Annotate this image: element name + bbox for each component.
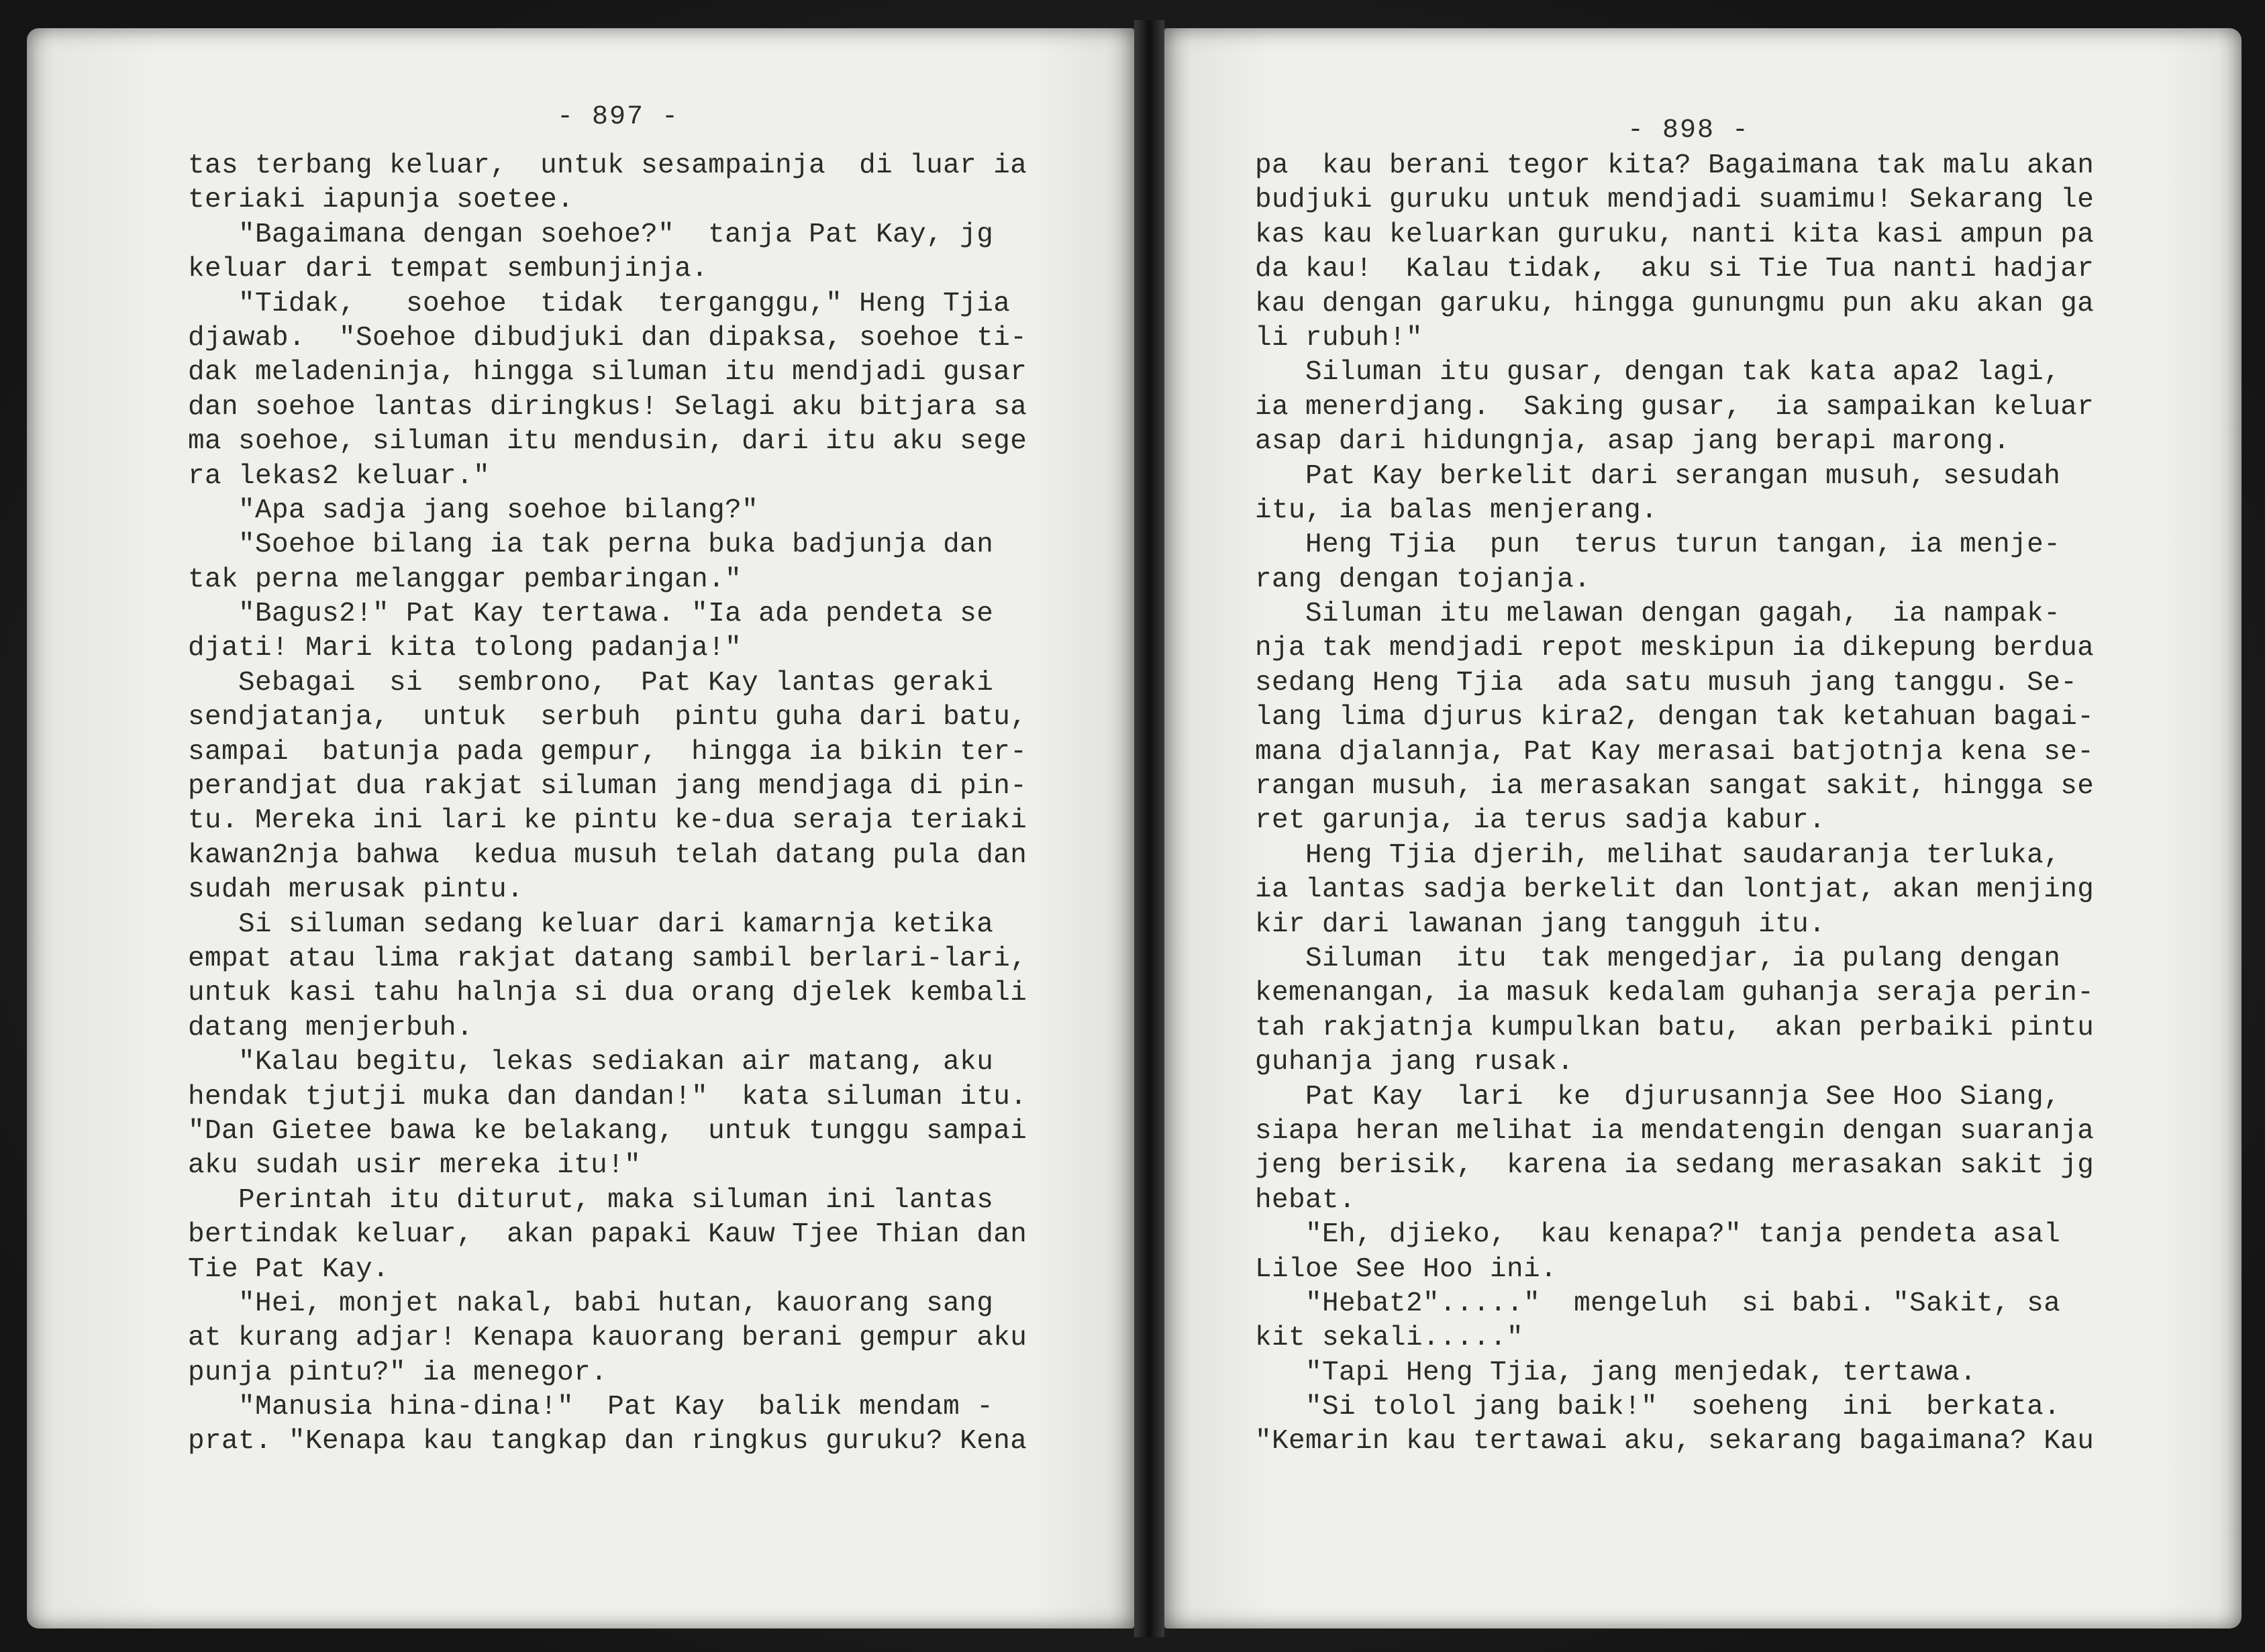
text-line: "Tapi Heng Tjia, jang menjedak, tertawa. [1255,1357,1977,1388]
text-line: "Tidak, soehoe tidak terganggu," Heng Tjia [188,288,1011,319]
text-line: ret garunja, ia terus sadja kabur. [1255,805,1826,837]
right-page-number: - 898 - [1627,115,1750,146]
book-gutter [1134,20,1164,1637]
text-line: tu. Mereka ini lari ke pintu ke-dua seraja teriaki [188,805,1027,837]
text-line: Si siluman sedang keluar dari kamarnja ketika [188,909,994,940]
text-line: itu, ia balas menjerang. [1255,495,1658,526]
right-page [1164,28,2242,1629]
text-line: Pat Kay berkelit dari serangan musuh, sesudah [1255,460,2061,492]
text-line: dak meladeninja, hingga siluman itu mendjadi gusar [188,357,1027,389]
text-line: Heng Tjia djerih, melihat saudaranja terluka, [1255,839,2061,871]
text-line: keluar dari tempat sembunjinja. [188,254,709,285]
text-line: asap dari hidungnja, asap jang berapi marong. [1255,426,2011,458]
text-line: "Kalau begitu, lekas sediakan air matang, aku [188,1047,994,1078]
text-line: guhanja jang rusak. [1255,1047,1574,1078]
text-line: jeng berisik, karena ia sedang merasakan sakit jg [1255,1150,2095,1182]
text-line: "Dan Gietee bawa ke belakang, untuk tunggu sampai [188,1115,1027,1147]
text-line: lang lima djurus kira2, dengan tak ketahuan bagai- [1255,702,2095,733]
text-line: kas kau keluarkan guruku, nanti kita kasi ampun pa [1255,219,2095,250]
text-line: tah rakjatnja kumpulkan batu, akan perbaiki pintu [1255,1012,2095,1043]
text-line: kau dengan garuku, hingga gunungmu pun aku akan ga [1255,288,2095,319]
text-line: empat atau lima rakjat datang sambil berlari-lari, [188,943,1027,974]
text-line: sudah merusak pintu. [188,874,524,906]
text-line: Perintah itu diturut, maka siluman ini lantas [188,1184,994,1216]
text-line: "Bagus2!" Pat Kay tertawa. "Ia ada pendeta se [188,599,994,630]
text-line: ma soehoe, siluman itu mendusin, dari itu aku sege [188,426,1027,458]
text-line: ia lantas sadja berkelit dan lontjat, akan menjing [1255,874,2095,906]
left-page-number: - 897 - [557,102,680,132]
text-line: perandjat dua rakjat siluman jang mendjaga di pin- [188,771,1027,803]
text-line: hebat. [1255,1184,1356,1216]
left-page-text [188,149,1027,1459]
text-line: Sebagai si sembrono, Pat Kay lantas geraki [188,667,994,699]
text-line: Siluman itu tak mengedjar, ia pulang dengan [1255,943,2061,974]
text-line: Tie Pat Kay. [188,1253,390,1285]
text-line: kemenangan, ia masuk kedalam guhanja seraja perin- [1255,978,2095,1009]
text-line: "Eh, djieko, kau kenapa?" tanja pendeta asal [1255,1219,2061,1251]
text-line: kir dari lawanan jang tangguh itu. [1255,909,1826,940]
text-line: tak perna melanggar pembaringan." [188,564,742,595]
text-line: tas terbang keluar, untuk sesampainja di luar ia [188,150,1027,181]
text-line: kawan2nja bahwa kedua musuh telah datang pula dan [188,839,1027,871]
text-line: "Soehoe bilang ia tak perna buka badjunja dan [188,529,994,561]
text-line: "Manusia hina-dina!" Pat Kay balik mendam - [188,1392,994,1423]
text-line: dan soehoe lantas diringkus! Selagi aku bitjara sa [188,391,1027,423]
text-line: teriaki iapunja soetee. [188,185,574,216]
text-line: Liloe See Hoo ini. [1255,1253,1558,1285]
text-line: pa kau berani tegor kita? Bagaimana tak malu akan [1255,150,2095,181]
text-line: siapa heran melihat ia mendatengin dengan suaranja [1255,1115,2095,1147]
text-line: Siluman itu gusar, dengan tak kata apa2 lagi, [1255,357,2061,389]
text-line: prat. "Kenapa kau tangkap dan ringkus guruku? Kena [188,1426,1027,1457]
text-line: at kurang adjar! Kenapa kauorang berani gempur aku [188,1323,1027,1354]
text-line: sedang Heng Tjia ada satu musuh jang tanggu. Se- [1255,667,2078,699]
right-page-text [1255,149,2094,1459]
left-page [27,28,1134,1629]
text-line: punja pintu?" ia menegor. [188,1357,608,1388]
text-line: "Hei, monjet nakal, babi hutan, kauorang sang [188,1288,994,1319]
text-line: sendjatanja, untuk serbuh pintu guha dari batu, [188,702,1027,733]
text-line: mana djalannja, Pat Kay merasai batjotnja kena se- [1255,736,2095,768]
text-line: Pat Kay lari ke djurusannja See Hoo Siang, [1255,1081,2061,1113]
text-line: sampai batunja pada gempur, hingga ia bikin ter- [188,736,1027,768]
text-line: djawab. "Soehoe dibudjuki dan dipaksa, soehoe ti- [188,322,1027,354]
text-line: li rubuh!" [1255,322,1423,354]
text-line: "Apa sadja jang soehoe bilang?" [188,495,759,526]
text-line: aku sudah usir mereka itu!" [188,1150,642,1182]
text-line: ra lekas2 keluar." [188,460,491,492]
text-line: nja tak mendjadi repot meskipun ia dikepung berdua [1255,633,2095,664]
text-line: datang menjerbuh. [188,1012,474,1043]
text-line: rangan musuh, ia merasakan sangat sakit, hingga se [1255,771,2095,803]
text-line: Heng Tjia pun terus turun tangan, ia menje- [1255,529,2061,561]
text-line: "Si tolol jang baik!" soeheng ini berkata. [1255,1392,2061,1423]
text-line: da kau! Kalau tidak, aku si Tie Tua nanti hadjar [1255,254,2095,285]
text-line: djati! Mari kita tolong padanja!" [188,633,742,664]
text-line: "Bagaimana dengan soehoe?" tanja Pat Kay, jg [188,219,994,250]
text-line: budjuki guruku untuk mendjadi suamimu! Sekarang le [1255,185,2095,216]
text-line: bertindak keluar, akan papaki Kauw Tjee Thian dan [188,1219,1027,1251]
text-line: ia menerdjang. Saking gusar, ia sampaikan keluar [1255,391,2095,423]
text-line: hendak tjutji muka dan dandan!" kata siluman itu. [188,1081,1027,1113]
text-line: Siluman itu melawan dengan gagah, ia nampak- [1255,599,2061,630]
text-line: "Hebat2"....." mengeluh si babi. "Sakit, sa [1255,1288,2061,1319]
text-line: kit sekali....." [1255,1323,1524,1354]
text-line: rang dengan tojanja. [1255,564,1591,595]
text-line: "Kemarin kau tertawai aku, sekarang bagaimana? Kau [1255,1426,2095,1457]
text-line: untuk kasi tahu halnja si dua orang djelek kembali [188,978,1027,1009]
